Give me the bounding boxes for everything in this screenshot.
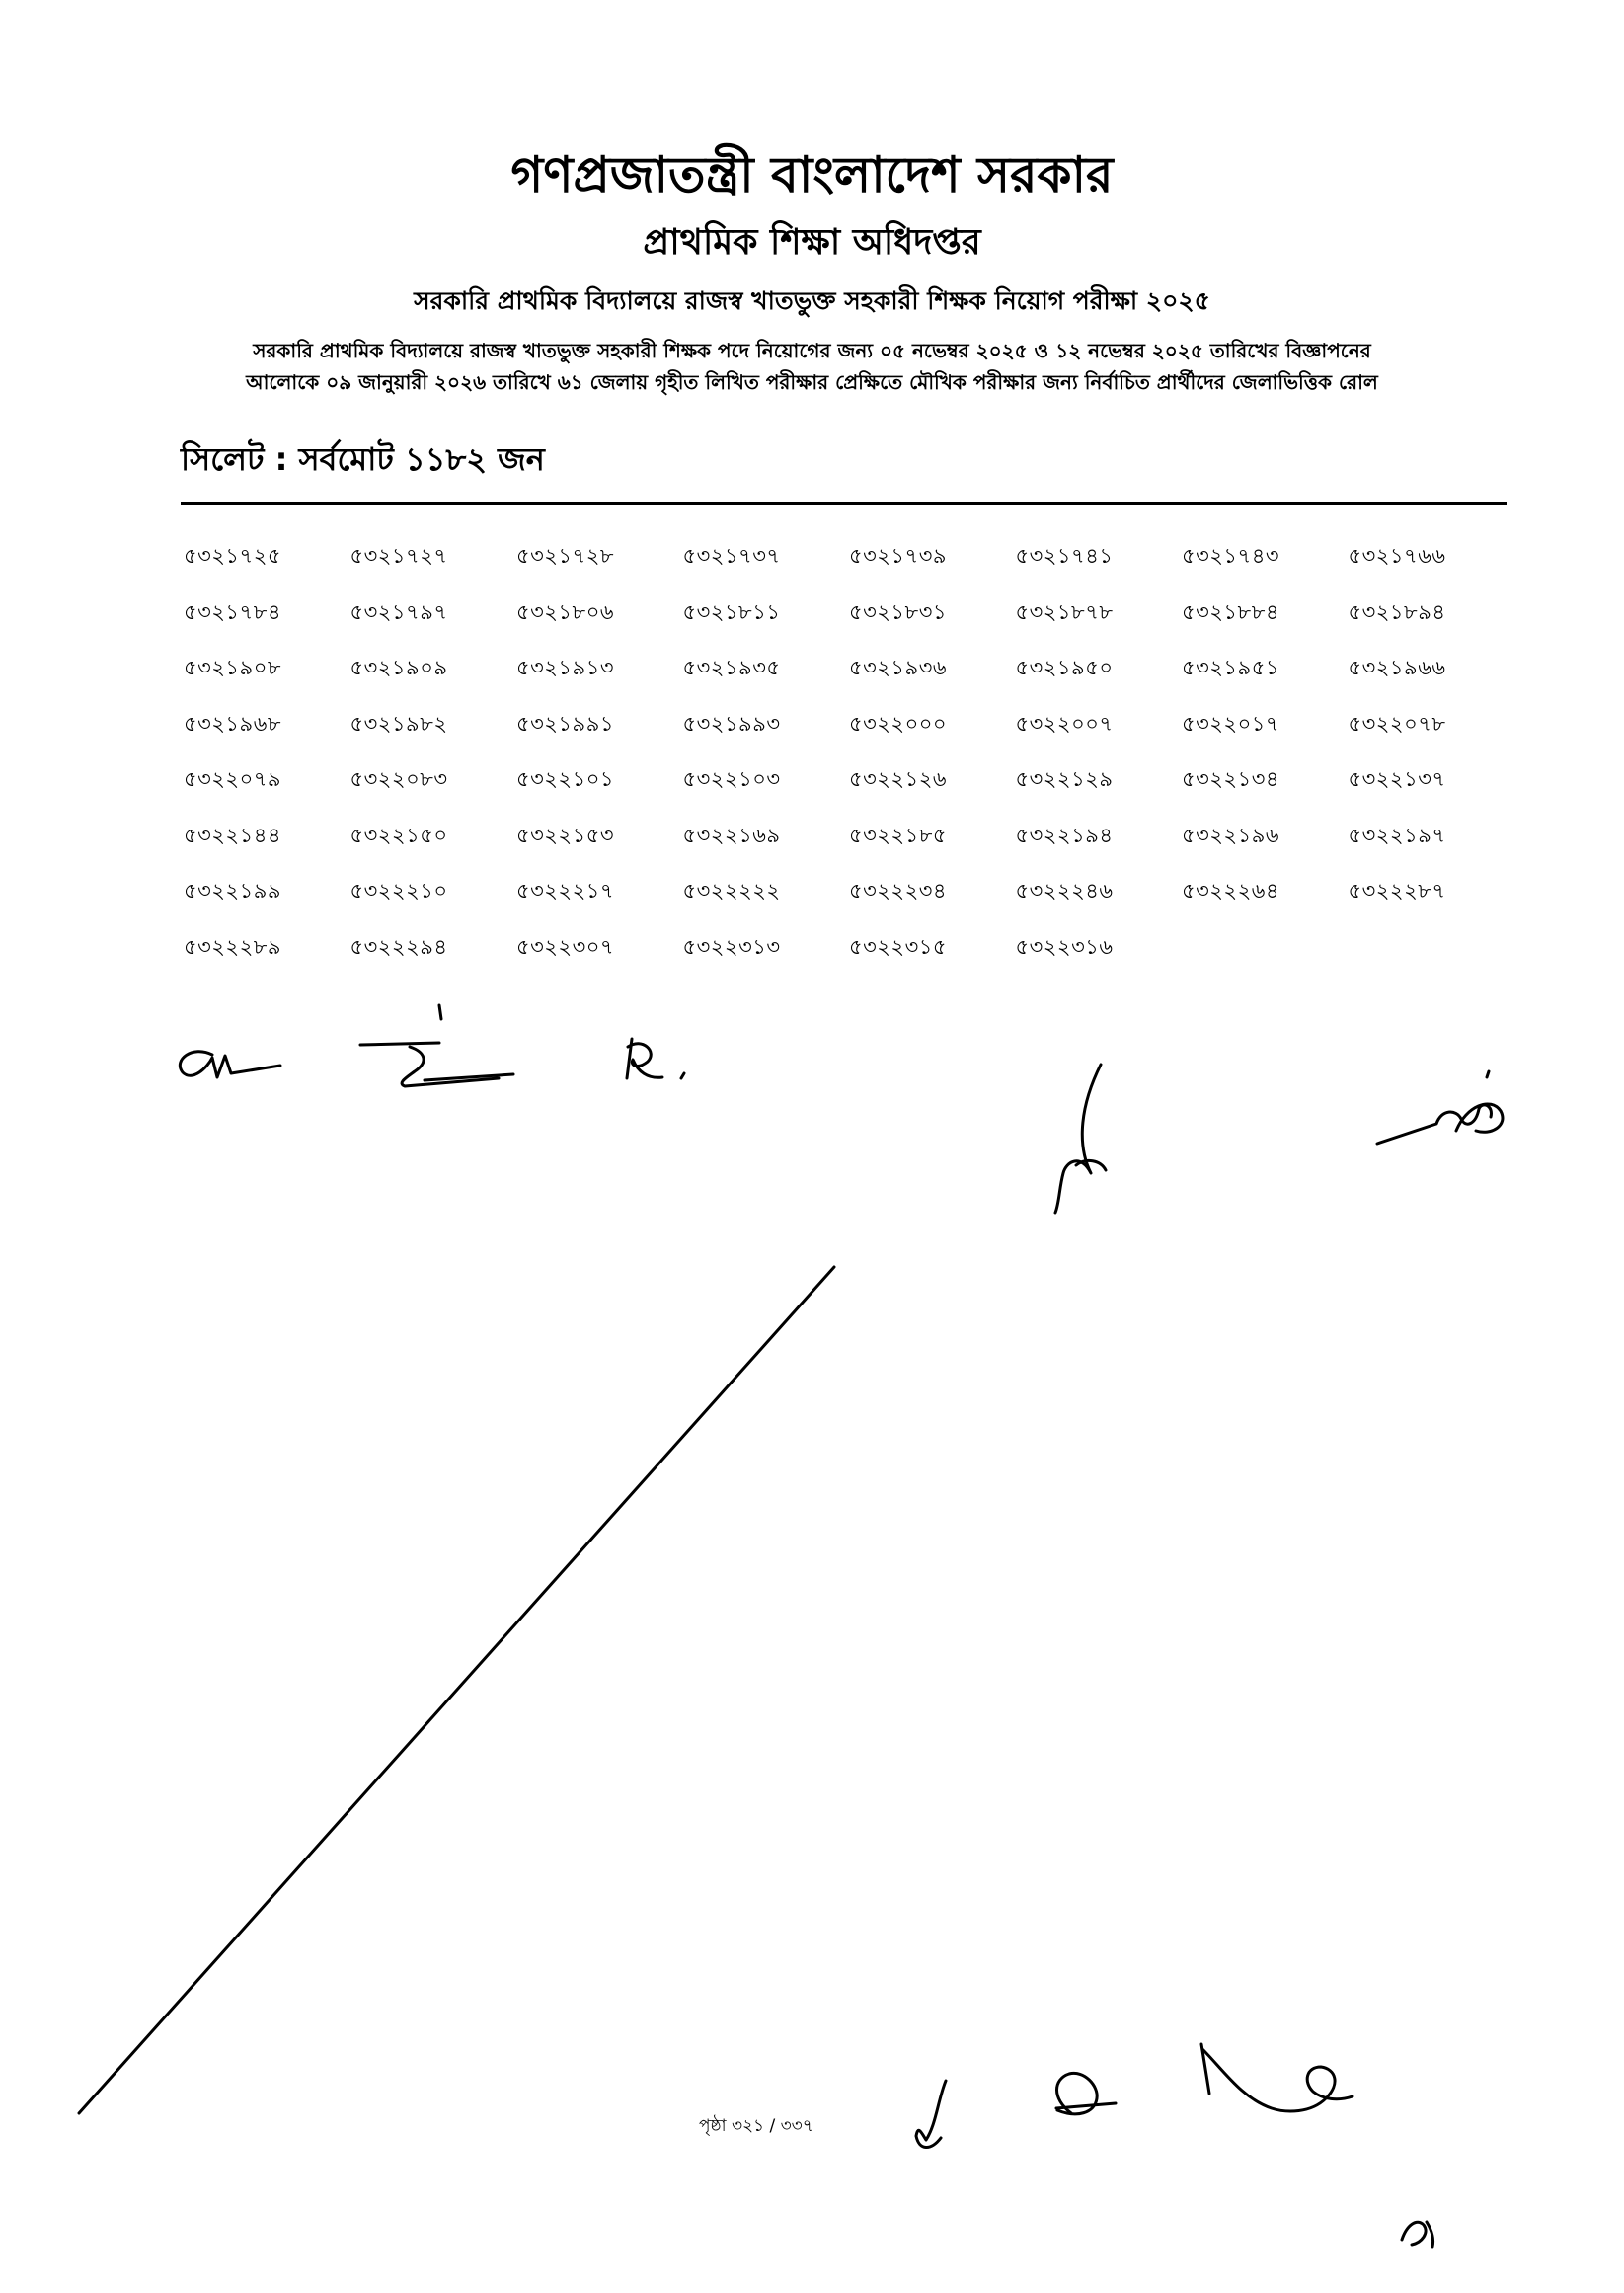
roll-number: ৫৩২১৯৬৬: [1348, 656, 1446, 679]
signature-9: [1402, 2222, 1433, 2247]
roll-number: ৫৩২২০৮৩: [349, 767, 448, 791]
roll-number: ৫৩২১৭৩৯: [849, 544, 947, 568]
roll-number: ৫৩২১৯০৯: [349, 656, 448, 679]
roll-number: ৫৩২২১৩৭: [1348, 767, 1446, 791]
roll-number: ৫৩২১৯১৩: [516, 656, 614, 679]
roll-number: ৫৩২২১৮৫: [849, 823, 947, 847]
roll-number: ৫৩২১৮১১: [682, 599, 781, 624]
roll-number: ৫৩২২১৯৯: [184, 879, 281, 903]
government-title: গণপ্রজাতন্ত্রী বাংলাদেশ সরকার: [510, 146, 1114, 203]
roll-number: ৫৩২২১৩৪: [1182, 767, 1279, 791]
roll-number: ৫৩২১৯৯৩: [682, 711, 781, 736]
roll-number: ৫৩২২২৮৯: [184, 934, 281, 959]
roll-number: ৫৩২১৭২৮: [516, 544, 614, 568]
roll-number: ৫৩২১৭৪১: [1015, 544, 1114, 568]
roll-number: ৫৩২১৯৮২: [349, 711, 448, 736]
signature-5: [1377, 1071, 1503, 1144]
signature-4: [1055, 1065, 1106, 1213]
roll-number: ৫৩২২৩০৭: [516, 934, 615, 959]
roll-number: ৫৩২২১০১: [516, 767, 614, 791]
signature-2: [360, 1005, 513, 1086]
roll-number: ৫৩২২১৯৬: [1182, 823, 1279, 847]
roll-number: ৫৩২১৭৯৭: [349, 599, 448, 624]
description-line-2: আলোকে ০৯ জানুয়ারী ২০২৬ তারিখে ৬১ জেলায় গৃহীত লিখিত পরীক্ষার প্রেক্ষিতে মৌখিক পরীক্ষার জন্য নির্বাচিত প্রার্থীদের জেলাভিত্তিক রোল: [246, 370, 1378, 394]
roll-number: ৫৩২১৭২৭: [349, 544, 448, 568]
roll-number: ৫৩২১৮৩১: [849, 599, 947, 624]
roll-number: ৫৩২২৩১৫: [849, 934, 947, 959]
signature-1: [180, 1052, 280, 1077]
roll-number: ৫৩২২০৭৯: [184, 767, 282, 791]
roll-number: ৫৩২২২২২: [682, 879, 781, 903]
roll-number: ৫৩২২২৮৭: [1348, 879, 1446, 903]
page-number: পৃষ্ঠা ৩২১ / ৩৩৭: [699, 2116, 813, 2136]
roll-number-list: [184, 540, 1514, 987]
roll-number: ৫৩২১৯০৮: [184, 656, 281, 679]
roll-number: ৫৩২২১৯৭: [1348, 823, 1446, 847]
roll-number: ৫৩২২০০০: [849, 711, 948, 736]
roll-number: ৫৩২২১২৯: [1015, 767, 1114, 791]
roll-number: ৫৩২২২১৭: [516, 879, 615, 903]
roll-number: ৫৩২১৯৫১: [1182, 656, 1279, 679]
roll-number: ৫৩২১৯৫০: [1015, 656, 1114, 679]
roll-number: ৫৩২১৯৩৫: [682, 656, 781, 679]
diagonal-strike-line: [79, 1267, 834, 2113]
roll-number: ৫৩২২০০৭: [1015, 711, 1114, 736]
roll-number: ৫৩২১৯৩৬: [849, 656, 947, 679]
roll-number: ৫৩২২০১৭: [1182, 711, 1280, 736]
exam-title: সরকারি প্রাথমিক বিদ্যালয়ে রাজস্ব খাতভুক্ত সহকারী শিক্ষক নিয়োগ পরীক্ষা ২০২৫: [414, 286, 1210, 315]
roll-number: ৫৩২২১৫০: [349, 823, 448, 847]
roll-number: ৫৩২১৭২৫: [184, 544, 281, 568]
roll-number: ৫৩২২১৬৯: [682, 823, 781, 847]
district-heading: সিলেট : সর্বমোট ১১৮২ জন: [181, 440, 545, 478]
roll-number: ৫৩২১৭৬৬: [1348, 544, 1446, 568]
roll-number: ৫৩২১৯৬৮: [184, 711, 281, 736]
signature-7: [1056, 2073, 1116, 2113]
roll-number: ৫৩২২২৯৪: [349, 934, 448, 959]
signature-3: [627, 1039, 684, 1078]
roll-number: ৫৩২১৯৯১: [516, 711, 614, 736]
roll-number: ৫৩২২১৫৩: [516, 823, 614, 847]
heading-divider: [181, 502, 1507, 505]
roll-number: ৫৩২১৭৩৭: [682, 544, 781, 568]
roll-number: ৫৩২১৭৮৪: [184, 599, 281, 624]
roll-number: ৫৩২১৭৪৩: [1182, 544, 1279, 568]
roll-number: ৫৩২২২১০: [349, 879, 448, 903]
roll-number: ৫৩২২২৩৪: [849, 879, 948, 903]
roll-number: ৫৩২১৮৭৮: [1015, 599, 1114, 624]
roll-number: ৫৩২২১০৩: [682, 767, 781, 791]
roll-number: ৫৩২২৩১৬: [1015, 934, 1114, 959]
department-title: প্রাথমিক শিক্ষা অধিদপ্তর: [643, 222, 981, 263]
roll-number: ৫৩২২২৪৬: [1015, 879, 1114, 903]
roll-number: ৫৩২২৩১৩: [682, 934, 781, 959]
roll-number: ৫৩২১৮৮৪: [1182, 599, 1279, 624]
roll-number: ৫৩২১৮০৬: [516, 599, 614, 624]
signature-6: [916, 2081, 946, 2148]
signature-8: [1201, 2044, 1353, 2111]
roll-number: ৫৩২২১৯৪: [1015, 823, 1114, 847]
roll-number: ৫৩২২২৬৪: [1182, 879, 1280, 903]
roll-number: ৫৩২২১২৬: [849, 767, 948, 791]
description-line-1: সরকারি প্রাথমিক বিদ্যালয়ে রাজস্ব খাতভুক্ত সহকারী শিক্ষক পদে নিয়োগের জন্য ০৫ নভেম্বর ২০২৫ ও ১২ নভেম্বর ২০২৫ তারিখের বিজ্ঞাপনের: [253, 339, 1371, 362]
roll-number: ৫৩২২১৪৪: [184, 823, 281, 847]
roll-number: ৫৩২২০৭৮: [1348, 711, 1446, 736]
roll-number: ৫৩২১৮৯৪: [1348, 599, 1446, 624]
